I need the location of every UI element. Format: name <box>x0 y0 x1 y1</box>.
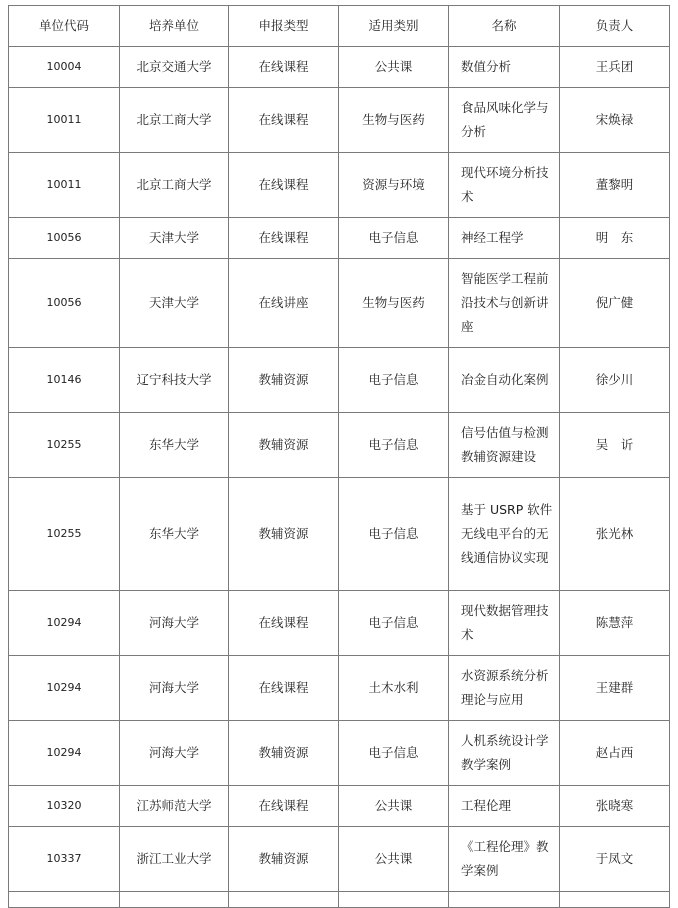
cell-owner: 倪广健 <box>560 259 670 348</box>
cell-owner: 王兵团 <box>560 47 670 88</box>
cell-name <box>449 218 560 259</box>
header-cell-unit: 培养单位 <box>120 6 229 47</box>
cell-owner: 张晓寒 <box>560 786 670 827</box>
cell-code: 10011 <box>9 88 120 153</box>
cell-name <box>449 478 560 591</box>
cell-owner: 吴 䜣 <box>560 413 670 478</box>
table-row <box>9 591 670 656</box>
table-row <box>9 218 670 259</box>
cell-owner: 董黎明 <box>560 153 670 218</box>
table-row <box>9 259 670 348</box>
cell-unit: 天津大学 <box>120 259 229 348</box>
cell-code: 10011 <box>9 153 120 218</box>
cell-owner: 明 东 <box>560 218 670 259</box>
cell-code: 10294 <box>9 591 120 656</box>
cell-type: 教辅资源 <box>229 721 339 786</box>
cell-category: 电子信息 <box>339 413 449 478</box>
cell-code: 10320 <box>9 786 120 827</box>
cell-name <box>449 827 560 892</box>
cell-category: 电子信息 <box>339 218 449 259</box>
name-text: 《工程伦理》教学案例 <box>461 839 549 878</box>
cell-category: 公共课 <box>339 786 449 827</box>
table-row <box>9 786 670 827</box>
header-cell-code: 单位代码 <box>9 6 120 47</box>
cell-category: 电子信息 <box>339 591 449 656</box>
cell-name <box>449 591 560 656</box>
cell-name <box>449 259 560 348</box>
cell-unit: 天津大学 <box>120 218 229 259</box>
header-cell-owner: 负责人 <box>560 6 670 47</box>
cell-owner: 宋焕禄 <box>560 88 670 153</box>
table-row <box>9 827 670 892</box>
cell-unit: 河海大学 <box>120 656 229 721</box>
name-text: 神经工程学 <box>461 230 524 245</box>
cell-unit: 江苏师范大学 <box>120 786 229 827</box>
header-cell-type: 申报类型 <box>229 6 339 47</box>
name-text: 基于 USRP 软件无线电平台的无线通信协议实现 <box>461 502 553 565</box>
cell-name <box>449 88 560 153</box>
name-text: 工程伦理 <box>461 798 512 813</box>
cell-type: 在线课程 <box>229 153 339 218</box>
cell-type: 教辅资源 <box>229 478 339 591</box>
cell-type: 在线课程 <box>229 47 339 88</box>
cell-category: 公共课 <box>339 47 449 88</box>
cell-type: 在线讲座 <box>229 259 339 348</box>
cell-unit: 东华大学 <box>120 478 229 591</box>
cell-name <box>449 47 560 88</box>
cell-name <box>449 786 560 827</box>
cell-category: 生物与医药 <box>339 88 449 153</box>
name-text: 人机系统设计学教学案例 <box>461 733 549 772</box>
cell-type: 在线课程 <box>229 786 339 827</box>
table-row <box>9 47 670 88</box>
table-row <box>9 478 670 591</box>
cell-category: 生物与医药 <box>339 259 449 348</box>
cell-owner: 张光林 <box>560 478 670 591</box>
name-text: 智能医学工程前沿技术与创新讲座 <box>461 271 549 334</box>
cell-name <box>449 348 560 413</box>
name-text: 冶金自动化案例 <box>461 372 549 387</box>
cell-unit: 北京工商大学 <box>120 88 229 153</box>
name-text: 水资源系统分析理论与应用 <box>461 668 549 707</box>
cell-code: 10337 <box>9 827 120 892</box>
header-row <box>9 6 670 47</box>
cell-unit: 河海大学 <box>120 721 229 786</box>
table-row <box>9 88 670 153</box>
cell-code: 10056 <box>9 259 120 348</box>
cell-code: 10146 <box>9 348 120 413</box>
cell-code: 10294 <box>9 656 120 721</box>
cell-owner: 于凤文 <box>560 827 670 892</box>
course-table <box>8 5 670 908</box>
cell-category: 土木水利 <box>339 656 449 721</box>
cell-owner: 王建群 <box>560 656 670 721</box>
table-row <box>9 721 670 786</box>
name-text: 信号估值与检测教辅资源建设 <box>461 425 549 464</box>
cell-category: 公共课 <box>339 827 449 892</box>
cell-unit: 河海大学 <box>120 591 229 656</box>
table-row <box>9 348 670 413</box>
cell-type: 教辅资源 <box>229 348 339 413</box>
cell-owner: 赵占西 <box>560 721 670 786</box>
cell-type: 教辅资源 <box>229 413 339 478</box>
cell-type: 在线课程 <box>229 218 339 259</box>
cell-name <box>449 153 560 218</box>
cell-name <box>449 413 560 478</box>
cell-category: 电子信息 <box>339 478 449 591</box>
cell-code: 10294 <box>9 721 120 786</box>
name-text: 现代环境分析技术 <box>461 165 549 204</box>
table-row <box>9 413 670 478</box>
cell-category: 资源与环境 <box>339 153 449 218</box>
name-text: 食品风味化学与分析 <box>461 100 549 139</box>
cell-type: 在线课程 <box>229 591 339 656</box>
cell-owner: 徐少川 <box>560 348 670 413</box>
header-cell-name: 名称 <box>449 6 560 47</box>
cell-owner: 陈慧萍 <box>560 591 670 656</box>
cell-code: 10056 <box>9 218 120 259</box>
cell-code: 10255 <box>9 413 120 478</box>
name-text: 现代数据管理技术 <box>461 603 549 642</box>
cell-code: 10004 <box>9 47 120 88</box>
cell-unit: 北京工商大学 <box>120 153 229 218</box>
cell-type: 在线课程 <box>229 656 339 721</box>
header-cell-category: 适用类别 <box>339 6 449 47</box>
cell-unit: 东华大学 <box>120 413 229 478</box>
table-row <box>9 153 670 218</box>
table-row <box>9 656 670 721</box>
cell-code: 10255 <box>9 478 120 591</box>
cell-unit: 北京交通大学 <box>120 47 229 88</box>
cell-unit: 辽宁科技大学 <box>120 348 229 413</box>
cell-category: 电子信息 <box>339 348 449 413</box>
cell-name <box>449 656 560 721</box>
cell-unit: 浙江工业大学 <box>120 827 229 892</box>
cell-name <box>449 721 560 786</box>
name-text: 数值分析 <box>461 59 512 74</box>
cell-type: 在线课程 <box>229 88 339 153</box>
cell-type: 教辅资源 <box>229 827 339 892</box>
cell-category: 电子信息 <box>339 721 449 786</box>
